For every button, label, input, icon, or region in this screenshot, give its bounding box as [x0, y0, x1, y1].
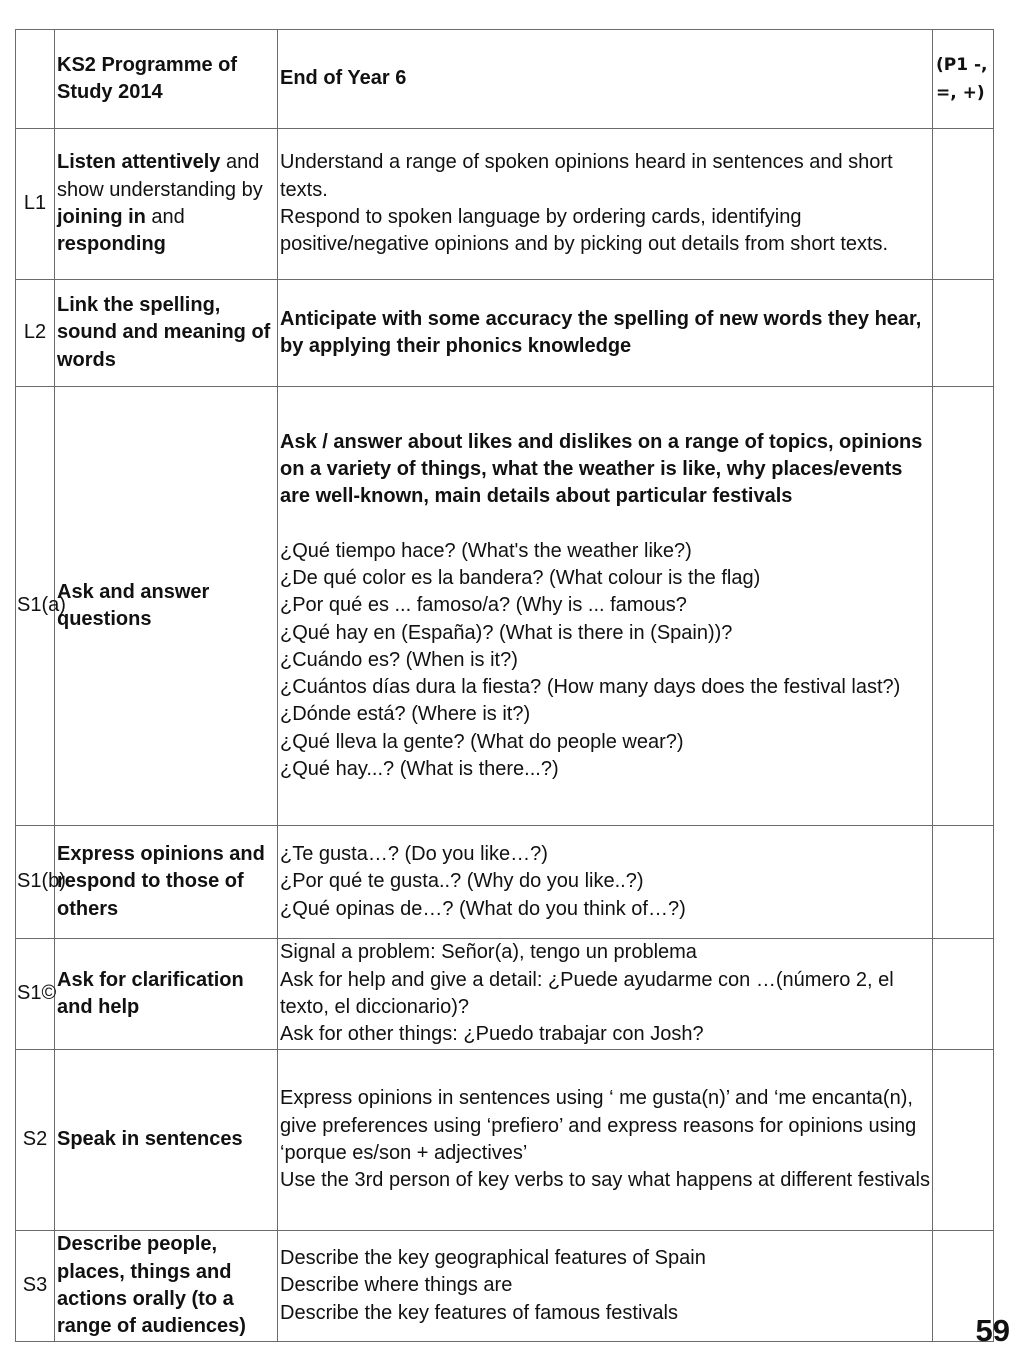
table-row [16, 387, 994, 826]
header-ks2: KS2 Programme of Study 2014 [55, 30, 278, 129]
table-row [16, 1050, 994, 1231]
row-line: ¿Cuántos días dura la fiesta? (How many days does the festival last?) [280, 676, 901, 699]
table-row [16, 280, 994, 387]
header-end-of-year: End of Year 6 [278, 30, 933, 129]
row-line: Ask for help and give a detail: ¿Puede ayudarme con …(número 2, el texto, el diccionario)? [280, 968, 894, 1018]
row-line: Respond to spoken language by ordering cards, identifying positive/negative opinions and by picking out details from short texts. [280, 206, 889, 256]
header-progress: (P1 -, =, +) [933, 30, 994, 129]
row-line: ¿Qué hay...? (What is there...?) [280, 757, 559, 780]
row-ks2: Speak in sentences [55, 1050, 278, 1231]
row-line: ¿Qué hay en (España)? (What is there in (Spain))? [280, 621, 733, 644]
row-ks2: Ask and answer questions [55, 387, 278, 826]
row-progress-cell [933, 939, 994, 1050]
row-line: ¿Dónde está? (Where is it?) [280, 703, 531, 726]
row-code: S1(b) [16, 826, 55, 939]
header-code-cell [16, 30, 55, 129]
row-line: Use the 3rd person of key verbs to say what happens at different festivals [280, 1169, 930, 1192]
row-end-of-year [278, 387, 933, 826]
table-row [16, 826, 994, 939]
row-line: Describe the key geographical features of Spain [280, 1247, 706, 1270]
row-progress-cell [933, 280, 994, 387]
row-code: L1 [16, 129, 55, 280]
row-line: ¿Por qué es ... famoso/a? (Why is ... famous? [280, 594, 687, 617]
row-ks2: Ask for clarification and help [55, 939, 278, 1050]
row-code: S1(a) [16, 387, 55, 826]
row-line: Describe where things are [280, 1274, 513, 1297]
row-line: ¿Qué lleva la gente? (What do people wear?) [280, 730, 684, 753]
row-progress-cell [933, 1050, 994, 1231]
row-end-of-year [278, 939, 933, 1050]
row-line: ¿De qué color es la bandera? (What colour is the flag) [280, 566, 761, 589]
row-line: ¿Qué tiempo hace? (What's the weather like?) [280, 539, 692, 562]
row-line: Describe the key features of famous festivals [280, 1301, 678, 1324]
row-line: ¿Cuándo es? (When is it?) [280, 648, 518, 671]
page-number: 59 [975, 1313, 1010, 1348]
row-ks2: Express opinions and respond to those of others [55, 826, 278, 939]
table-header-row [16, 30, 994, 129]
row-line: Express opinions in sentences using ‘ me gusta(n)’ and ‘me encanta(n), give preferences using ‘prefiero’ and express reasons for opinions using ‘porque es/son + adjectives’ [280, 1087, 917, 1164]
row-intro: Ask / answer about likes and dislikes on a range of topics, opinions on a variety of things, what the weather is like, why places/events are well-known, main details about particular festivals [280, 430, 923, 508]
row-ks2: Link the spelling, sound and meaning of words [55, 280, 278, 387]
row-code: L2 [16, 280, 55, 387]
row-line: Understand a range of spoken opinions heard in sentences and short texts. [280, 151, 893, 201]
row-ks2: Listen attentively and show understanding by joining in and responding [55, 129, 278, 280]
row-end-of-year [278, 1231, 933, 1342]
table-row [16, 1231, 994, 1342]
row-progress-cell [933, 826, 994, 939]
row-code: S1© [16, 939, 55, 1050]
table-row [16, 129, 994, 280]
row-line: ¿Te gusta…? (Do you like…?) [280, 843, 548, 866]
row-code: S2 [16, 1050, 55, 1231]
row-progress-cell [933, 387, 994, 826]
row-code: S3 [16, 1231, 55, 1342]
row-line: Signal a problem: Señor(a), tengo un problema [280, 941, 697, 964]
row-line: ¿Por qué te gusta..? (Why do you like..?) [280, 870, 644, 893]
row-progress-cell [933, 129, 994, 280]
programme-of-study-table [15, 29, 994, 1342]
row-line: Ask for other things: ¿Puedo trabajar con Josh? [280, 1023, 704, 1046]
row-end-of-year [278, 826, 933, 939]
table-row [16, 939, 994, 1050]
row-end-of-year [278, 280, 933, 387]
row-end-of-year [278, 1050, 933, 1231]
row-ks2: Describe people, places, things and actions orally (to a range of audiences) [55, 1231, 278, 1342]
row-line: Anticipate with some accuracy the spelling of new words they hear, by applying their phonics knowledge [280, 307, 922, 357]
row-line: ¿Qué opinas de…? (What do you think of…?) [280, 897, 686, 920]
row-end-of-year [278, 129, 933, 280]
